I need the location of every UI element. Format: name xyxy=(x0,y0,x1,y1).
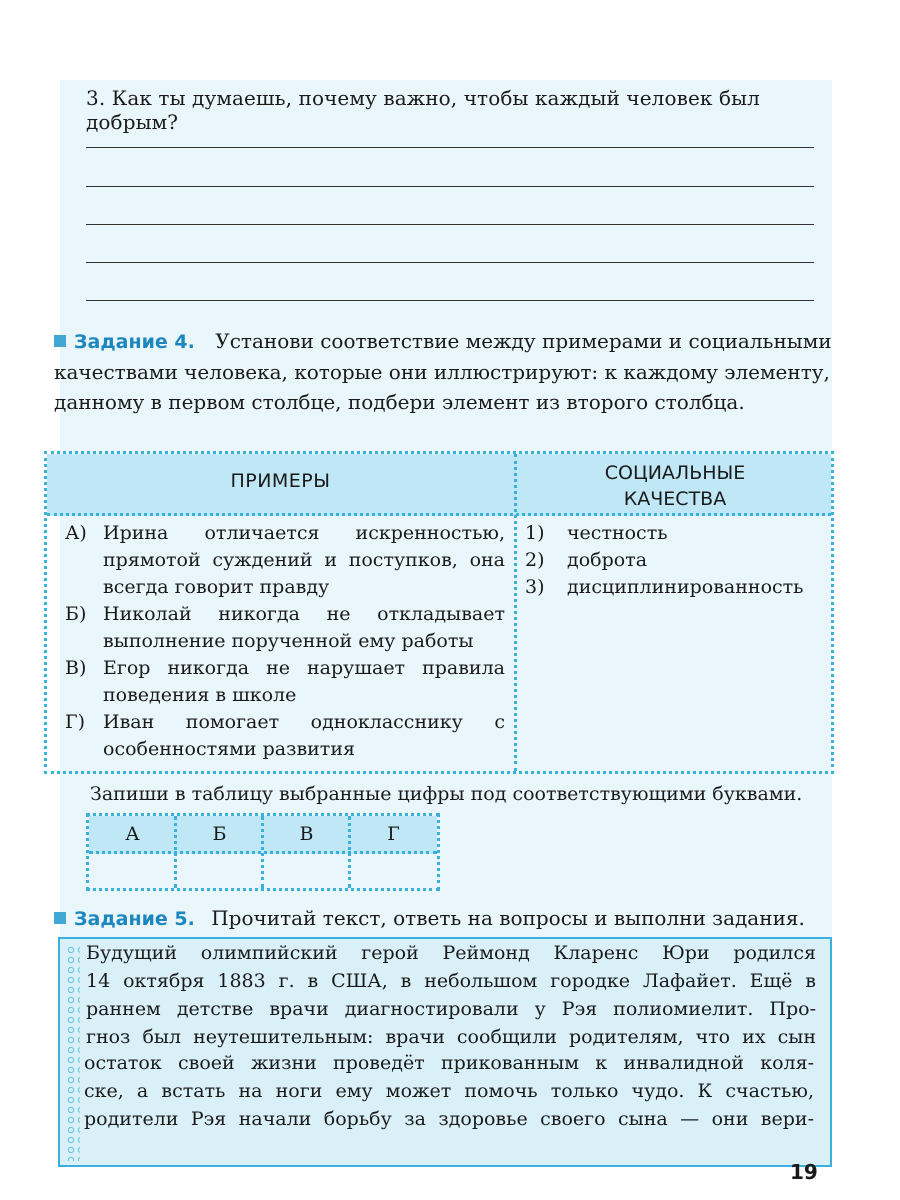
passage-continuation xyxy=(84,1049,814,1133)
answer-line[interactable] xyxy=(86,262,814,263)
passage-line: остаток своей жизни проведёт прикованным к инвалидной коля- xyxy=(84,1052,814,1074)
example-item xyxy=(65,601,505,655)
passage-line: родители Рэя начали борьбу за здоровье своего сына — они вери- xyxy=(84,1108,814,1130)
task-4-header xyxy=(54,326,834,417)
answer-line[interactable] xyxy=(86,186,814,187)
task-4-label: Задание 4. xyxy=(74,331,195,353)
task-4-text: Установи соответствие между примерами и социальными качествами человека, которые они иллюстрируют: к каждому элементу, данному в первом столбце, подбери элемент из второго столбца. xyxy=(54,329,832,414)
quality-number: 1) xyxy=(525,522,545,544)
quality-item xyxy=(525,574,825,601)
example-item xyxy=(65,655,505,709)
header-qualities xyxy=(517,460,833,512)
square-bullet-icon xyxy=(54,335,66,347)
passage-line: Будущий олимпийский герой Реймонд Кларенс Юри родился xyxy=(86,942,816,964)
example-text: Ирина отличается искренностью, прямотой суждений и поступков, она всегда говорит правду xyxy=(103,522,505,598)
example-letter: Б) xyxy=(65,603,87,625)
quality-number: 2) xyxy=(525,549,545,571)
task-5-label: Задание 5. xyxy=(74,908,195,930)
example-text: Егор никогда не нарушает правила поведения в школе xyxy=(103,657,505,706)
answer-letter-b: Б xyxy=(212,823,227,845)
task-5-text: Прочитай текст, ответь на вопросы и выполни задания. xyxy=(211,906,805,930)
reading-passage xyxy=(86,939,816,1051)
answer-line[interactable] xyxy=(86,300,814,301)
passage-line: раннем детстве врачи диагностировали у Рэя полиомиелит. Про- xyxy=(86,998,816,1020)
task-5-header xyxy=(54,903,834,934)
example-item xyxy=(65,709,505,763)
dotted-border-icon xyxy=(66,945,80,1161)
matching-table xyxy=(44,451,834,774)
answer-letter-g: Г xyxy=(387,823,400,845)
answer-letter-v: В xyxy=(299,823,314,845)
example-letter: А) xyxy=(65,522,87,544)
page-number: 19 xyxy=(790,1160,818,1184)
answer-table xyxy=(86,813,440,891)
answer-letter-a: А xyxy=(125,823,140,845)
qualities-list xyxy=(525,520,825,601)
question-3: 3. Как ты думаешь, почему важно, чтобы каждый человек был добрым? xyxy=(86,86,760,134)
example-text: Иван помогает однокласснику с особенностями развития xyxy=(103,711,505,760)
passage-line: ске, а встать на ноги ему может помочь только чудо. К счастью, xyxy=(84,1080,814,1102)
square-bullet-icon xyxy=(54,912,66,924)
header-examples: ПРИМЕРЫ xyxy=(230,470,331,492)
example-item xyxy=(65,520,505,601)
example-text: Николай никогда не откладывает выполнение порученной ему работы xyxy=(103,603,505,652)
header-qualities-text: СОЦИАЛЬНЫЕ КАЧЕСТВА xyxy=(604,462,746,510)
answer-cell-g[interactable] xyxy=(350,854,437,888)
quality-item xyxy=(525,547,825,574)
quality-number: 3) xyxy=(525,576,545,598)
quality-text: доброта xyxy=(567,549,648,571)
passage-line: гноз был неутешительным: врачи сообщили родителям, что их сын xyxy=(86,1026,816,1048)
answer-line[interactable] xyxy=(86,224,814,225)
example-letter: В) xyxy=(65,657,87,679)
answer-cell-v[interactable] xyxy=(263,854,350,888)
quality-text: честность xyxy=(567,522,668,544)
example-letter: Г) xyxy=(65,711,85,733)
examples-list xyxy=(65,520,505,763)
answer-cell-b[interactable] xyxy=(176,854,263,888)
instruction-text: Запиши в таблицу выбранные цифры под соответствующими буквами. xyxy=(90,783,803,805)
passage-line: 14 октября 1883 г. в США, в небольшом городке Лафайет. Ещё в xyxy=(86,970,816,992)
quality-item xyxy=(525,520,825,547)
answer-line[interactable] xyxy=(86,147,814,148)
quality-text: дисциплинированность xyxy=(567,576,804,598)
answer-cell-a[interactable] xyxy=(89,854,176,888)
